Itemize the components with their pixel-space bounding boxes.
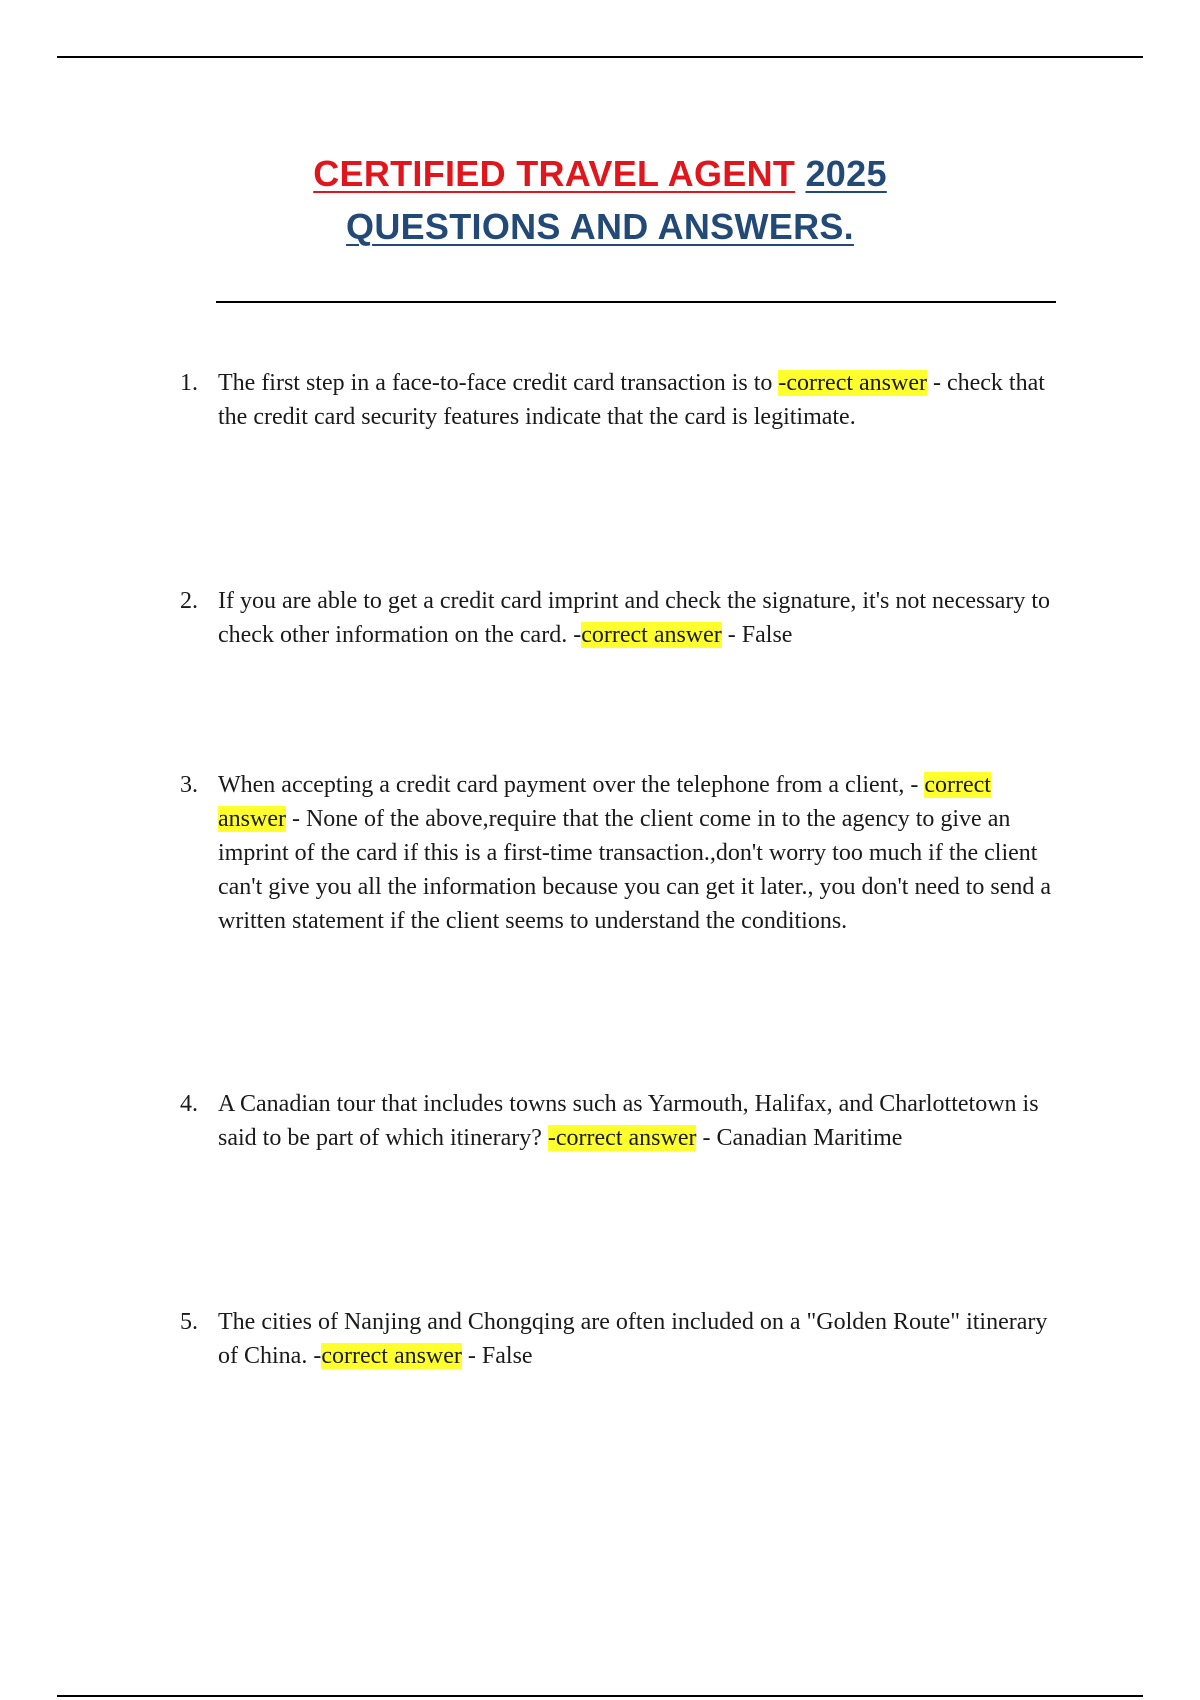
qa-number: 3.: [180, 772, 198, 798]
qa-pre: -: [573, 622, 582, 648]
qa-question: If you are able to get a credit card imprint and check the signature, it's not necessary to check other information on the card.: [218, 588, 1051, 648]
qa-question: The first step in a face-to-face credit card transaction is to: [218, 370, 779, 396]
title-divider: [216, 301, 1056, 303]
page-title: [0, 147, 1200, 253]
title-subtitle: QUESTIONS AND ANSWERS.: [346, 206, 854, 247]
title-red-text: CERTIFIED TRAVEL AGENT: [313, 153, 796, 194]
correct-answer-highlight: correct answer: [581, 622, 722, 648]
bottom-rule: [57, 1695, 1143, 1697]
qa-text: [218, 366, 1060, 434]
top-rule: [57, 56, 1143, 58]
qa-item-5: [180, 1305, 1060, 1373]
qa-answer: - False: [461, 1343, 533, 1369]
qa-answer: - False: [721, 622, 793, 648]
correct-answer-highlight: -correct answer: [547, 1125, 697, 1151]
qa-number: 5.: [180, 1309, 198, 1335]
qa-question: When accepting a credit card payment over the telephone from a client,: [218, 772, 911, 798]
qa-pre: -: [910, 772, 925, 798]
correct-answer-highlight: -correct answer: [778, 370, 927, 396]
qa-question: The cities of Nanjing and Chongqing are often included on a "Golden Route" itinerary of China.: [218, 1309, 1048, 1369]
qa-item-3: [180, 768, 1060, 938]
title-year: 2025: [805, 153, 887, 194]
qa-question: A Canadian tour that includes towns such as Yarmouth, Halifax, and Charlottetown is said to be part of which itinerary?: [218, 1091, 1039, 1151]
correct-answer-highlight: correct answer: [218, 772, 991, 832]
qa-number: 1.: [180, 370, 198, 396]
qa-number: 4.: [180, 1091, 198, 1117]
correct-answer-highlight: correct answer: [321, 1343, 462, 1369]
qa-text: [218, 1305, 1060, 1373]
qa-item-1: [180, 366, 1060, 434]
qa-answer: - Canadian Maritime: [696, 1125, 903, 1151]
qa-text: [218, 1087, 1060, 1155]
qa-answer: - None of the above,require that the client come in to the agency to give an imprint of the card if this is a first-time transaction.,don't worry too much if the client can't give you all the information because you can get it later., you don't need to send a written statement if the client seems to understand the conditions.: [218, 806, 1052, 934]
qa-number: 2.: [180, 588, 198, 614]
title-line-1: [0, 147, 1200, 200]
qa-pre: -: [313, 1343, 322, 1369]
qa-text: [218, 584, 1060, 652]
qa-answer: - check that the credit card security features indicate that the card is legitimate.: [218, 370, 1045, 430]
qa-text: [218, 768, 1060, 938]
qa-item-2: [180, 584, 1060, 652]
title-line-2: [0, 200, 1200, 253]
qa-item-4: [180, 1087, 1060, 1155]
